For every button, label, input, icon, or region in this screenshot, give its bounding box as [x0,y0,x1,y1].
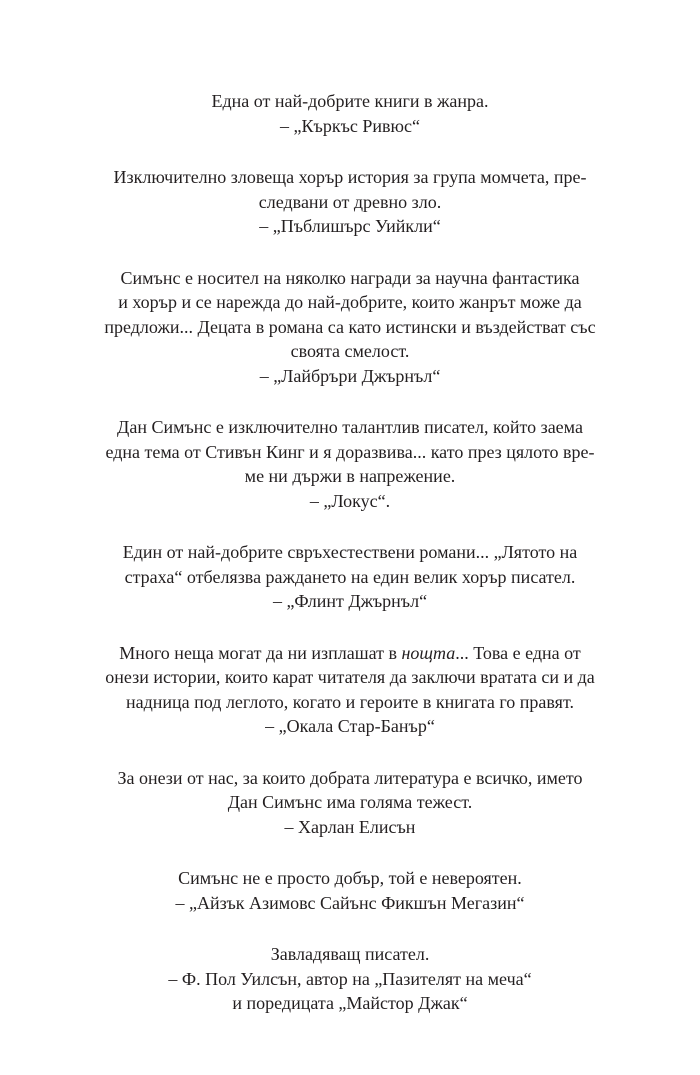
blurb-f-paul-wilson [60,942,640,1016]
blurb-quote [60,540,640,589]
quote-line: Дан Симънс има голяма тежест. [227,792,473,812]
quote-line: надница под леглото, когато и героите в книгата го правят. [126,691,574,712]
quote-line: следвани от древно зло. [258,191,442,212]
quote-text: ... Това е една от [455,642,581,663]
blurb-quote [60,266,640,364]
blurb-locus [60,415,640,513]
blurb-quote [60,866,640,891]
quote-line: Една от най-добрите книги в жанра. [211,91,489,111]
quote-line: Симънс е носител на няколко награди за научна фантастика [120,267,580,288]
blurb-quote [60,641,640,715]
blurb-harlan-ellison [60,766,640,840]
blurb-source: – Харлан Елисън [284,816,416,837]
blurb-quote [60,766,640,815]
blurb-source: – „Окала Стар-Банър“ [265,716,435,736]
praise-quotes [60,89,640,1043]
blurb-source: – Ф. Пол Уилсън, автор на „Пазителят на меча“ [168,968,532,989]
blurb-source: – „Лайбръри Джърнъл“ [259,365,441,386]
blurb-publishers-weekly [60,165,640,239]
blurb-source: – „Локус“. [309,490,391,511]
quote-text: Много неща могат да ни изплашат в [119,642,402,663]
quote-line: ме ни държи в напрежение. [244,466,456,486]
blurb-asimovs [60,866,640,915]
blurb-kirkus [60,89,640,138]
quote-line: една тема от Стивън Кинг и я доразвива... като през цялото вре- [105,441,595,462]
quote-line: Един от най-добрите свръхестествени романи... „Лятото на [122,542,578,562]
quote-line: онези истории, които карат читателя да заключи вратата си и да [105,667,595,687]
quote-line: страха“ отбелязва раждането на един велик хорър писател. [124,566,576,587]
quote-line: Симънс не е просто добър, той е невероятен. [178,868,522,888]
blurb-quote [60,89,640,114]
blurb-source: и поредицата „Майстор Джак“ [232,993,468,1013]
quote-line: Изключително зловеща хорър история за група момчета, пре- [113,167,587,187]
blurb-source: – „Пъблишърс Уийкли“ [259,216,441,236]
blurb-source: – „Айзък Азимовс Сайънс Фикшън Мегазин“ [175,892,525,913]
blurb-quote [60,942,640,967]
quote-line: предложи... Децата в романа са като истински и въздействат със [104,316,596,337]
blurb-ocala-star-banner [60,641,640,739]
blurb-source: – „Къркъс Ривюс“ [280,115,420,136]
blurb-quote [60,165,640,214]
blurb-library-journal [60,266,640,389]
blurb-flint-journal [60,540,640,614]
emphasized-word: нощта [401,642,456,663]
quote-line [60,641,640,666]
quote-line: Дан Симънс е изключително талантлив писател, който заема [117,417,583,437]
quote-line: Завладяващ писател. [270,944,430,964]
quote-line: и хорър и се нарежда до най-добрите, които жанрът може да [118,292,582,312]
blurb-source: – „Флинт Джърнъл“ [272,591,428,611]
quote-line: своята смелост. [290,341,410,361]
quote-line: За онези от нас, за които добрата литература е всичко, името [117,767,583,788]
blurb-quote [60,415,640,489]
